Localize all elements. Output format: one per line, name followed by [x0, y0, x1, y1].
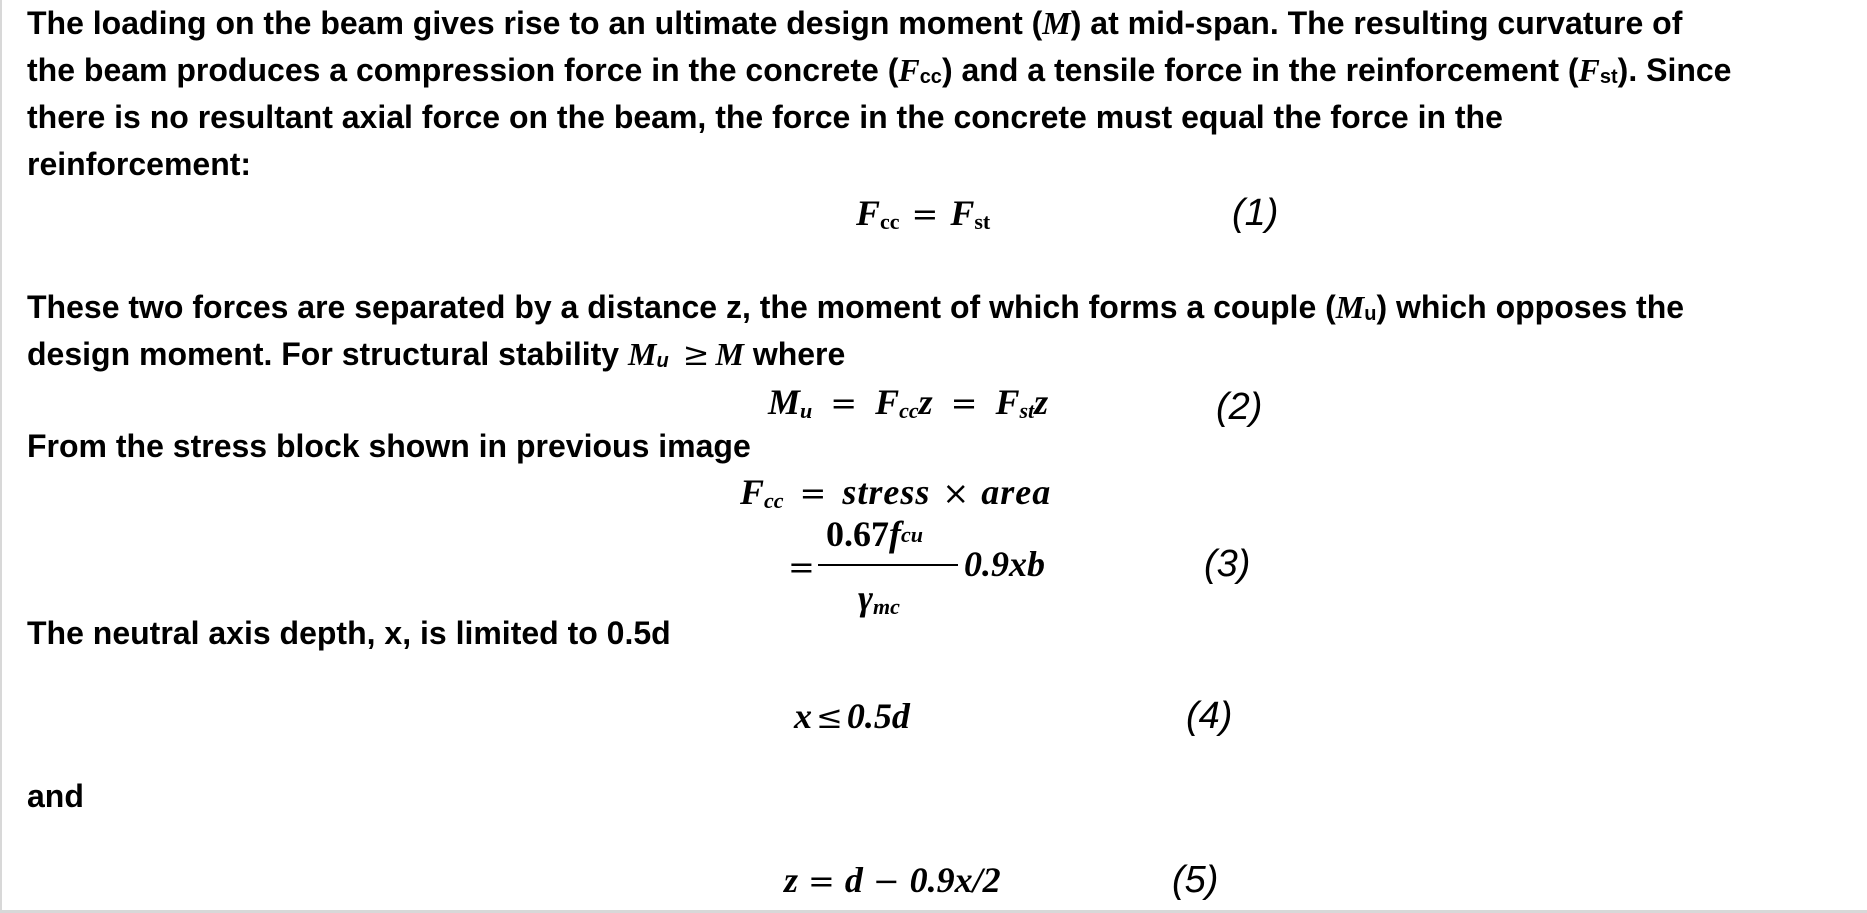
symbol-F: F [875, 382, 900, 422]
subscript: u [656, 350, 669, 372]
text-run: ) which opposes the [1376, 289, 1685, 325]
symbol-F: F [740, 472, 765, 512]
symbol-d: d [844, 860, 863, 900]
fraction-numerator [826, 514, 923, 559]
number: 0.67 [826, 514, 889, 554]
equation-1 [856, 193, 990, 238]
times-sign: × [942, 474, 970, 512]
equation-3-line-1 [740, 472, 1051, 517]
text-run: design moment. For structural stability [27, 336, 628, 372]
word-area: area [981, 472, 1052, 512]
text-run: ). Since [1617, 52, 1732, 88]
equation-5 [784, 860, 1001, 901]
text-run: the beam produces a compression force in the concrete ( [27, 52, 899, 88]
equation-3-tail [964, 544, 1045, 584]
symbol-z: z [918, 382, 933, 422]
symbol-gamma: γ [858, 578, 873, 618]
equals-sign: = [788, 548, 815, 586]
equation-number-5: (5) [1172, 859, 1219, 901]
subscript: u [1364, 303, 1377, 325]
paragraph-line-4: reinforcement: [27, 146, 252, 182]
symbol-F: F [1578, 52, 1600, 88]
subscript: st [974, 209, 991, 234]
text-run: where [743, 336, 846, 372]
term: 0.9x/2 [909, 860, 1001, 900]
paragraph-line-6 [27, 331, 845, 383]
paragraph-line-9: and [27, 778, 84, 814]
subscript: st [1599, 66, 1618, 88]
symbol-M: M [768, 382, 801, 422]
text-run: ) and a tensile force in the reinforcement ( [941, 52, 1579, 88]
subscript: u [800, 398, 813, 423]
subscript: cc [880, 209, 900, 234]
equation-4 [794, 696, 910, 737]
word-stress: stress [842, 472, 931, 512]
paragraph-line-7: From the stress block shown in previous image [27, 428, 751, 464]
subscript: cu [901, 522, 923, 547]
leq-sign: ≤ [816, 698, 843, 736]
text-run: These two forces are separated by a distance z, the moment of which forms a couple ( [27, 289, 1336, 325]
symbol-f: f [889, 514, 901, 554]
symbol-M: M [627, 336, 657, 372]
symbol-F: F [950, 193, 975, 233]
symbol-M: M [1042, 5, 1071, 41]
geq-sign: ≥ [682, 335, 710, 373]
symbol-M: M [1335, 289, 1365, 325]
symbol-F: F [995, 382, 1020, 422]
equation-number-3: (3) [1204, 543, 1251, 585]
symbol-M: M [715, 336, 744, 372]
equals-sign: = [799, 474, 827, 512]
paragraph-line-5 [27, 284, 1684, 336]
fraction-bar [818, 564, 958, 566]
subscript: st [1019, 398, 1035, 423]
equation-number-4: (4) [1186, 695, 1233, 737]
equals-sign: = [830, 384, 858, 422]
subscript: cc [919, 66, 942, 88]
symbol-z: z [784, 860, 799, 900]
symbol-F: F [898, 52, 920, 88]
equals-sign: = [911, 195, 939, 233]
subscript: cc [899, 398, 919, 423]
minus-sign: − [872, 862, 900, 900]
paragraph-line-8: The neutral axis depth, x, is limited to 0.5d [27, 615, 671, 651]
equals-sign: = [950, 384, 978, 422]
equation-number-1: (1) [1232, 192, 1279, 234]
symbol-F: F [856, 193, 881, 233]
paragraph-line-2 [27, 47, 1731, 99]
equals-sign: = [808, 862, 835, 900]
symbol-x: x [794, 696, 812, 736]
equation-2 [768, 382, 1048, 427]
subscript: mc [872, 594, 900, 619]
subscript: cc [764, 488, 784, 513]
paragraph-line-1 [27, 0, 1682, 47]
text-run: ) at mid-span. The resulting curvature of [1070, 5, 1683, 41]
text-run: The loading on the beam gives rise to an ultimate design moment ( [27, 5, 1043, 41]
equation-3-equals [788, 546, 815, 587]
fraction-denominator [858, 578, 900, 623]
term: 0.5d [846, 696, 910, 736]
page-edge-left [0, 0, 2, 913]
equation-number-2: (2) [1216, 386, 1263, 428]
term: 0.9xb [964, 544, 1045, 584]
paragraph-line-3: there is no resultant axial force on the beam, the force in the concrete must equal the force in the [27, 99, 1503, 135]
symbol-z: z [1034, 382, 1049, 422]
